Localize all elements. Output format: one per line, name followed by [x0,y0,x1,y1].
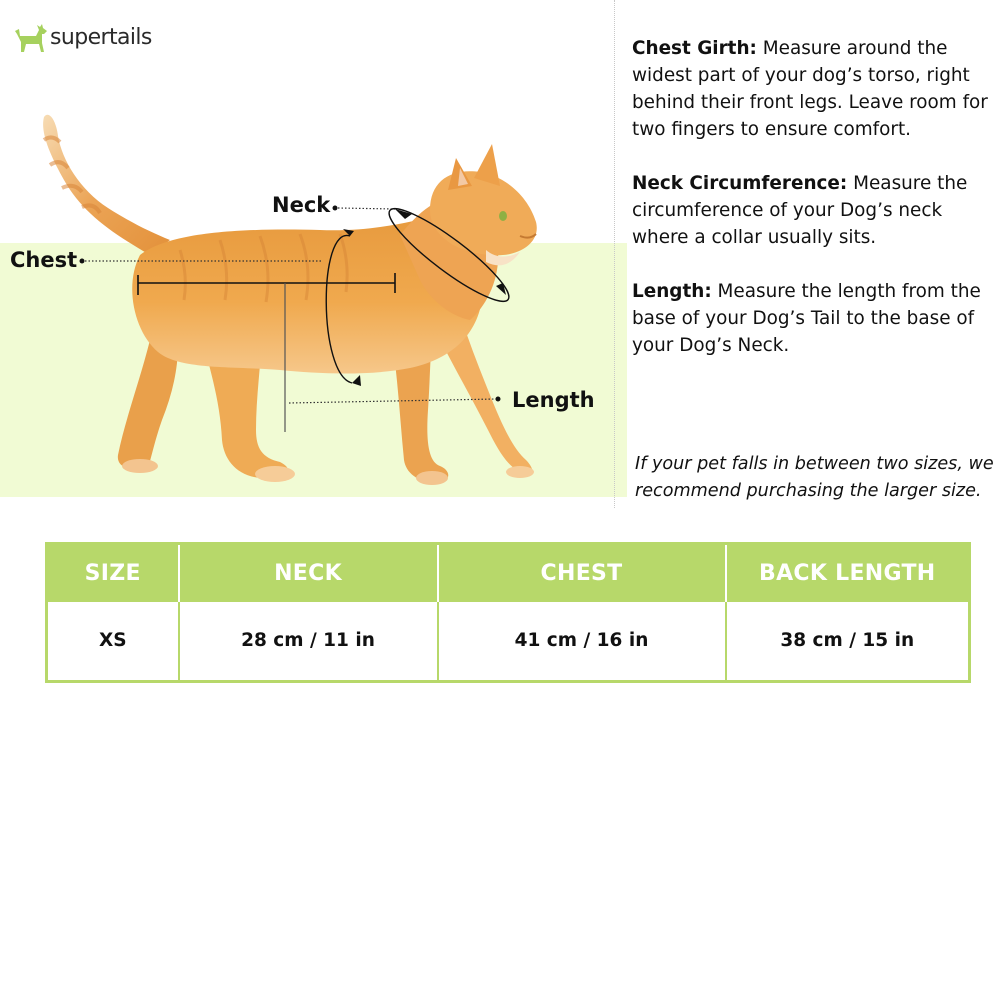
cell-back-length: 38 cm / 15 in [726,602,970,682]
cat-eye [499,211,507,221]
instruction-text: Measure the length from the base of your Dog’s Tail to the base of your Dog’s Neck. [632,281,981,356]
sizing-note: If your pet falls in between two sizes, we recommend purchasing the larger size. [635,454,994,501]
header-back-length: BACK LENGTH [726,544,970,602]
header-neck: NECK [179,544,438,602]
length-label: Length [512,388,595,412]
measurement-instructions [632,35,994,386]
header-size: SIZE [47,544,179,602]
dotted-divider [614,0,615,508]
table-row [47,602,970,682]
chest-label: Chest [10,248,78,272]
size-chart-table [45,542,971,683]
instruction-term: Chest Girth: [632,38,757,59]
cell-chest: 41 cm / 16 in [438,602,726,682]
instruction-term: Neck Circumference: [632,173,848,194]
instruction-neck-circumference [632,170,994,251]
brand-suffix: tails [108,25,152,50]
instruction-chest-girth [632,35,994,143]
header-chest: CHEST [438,544,726,602]
instruction-length [632,278,994,359]
cell-neck: 28 cm / 11 in [179,602,438,682]
neck-label: Neck [272,193,331,217]
instruction-term: Length: [632,281,712,302]
instruction-text: Measure around the widest part of your dog’s torso, right behind their front legs. Leave room for two fingers to ensure comfort. [632,38,988,140]
cat-back-leg-far [118,340,178,469]
instruction-text: Measure the circumference of your Dog’s neck where a collar usually sits. [632,173,968,248]
cat-tail [43,115,170,255]
cat-illustration [0,0,630,520]
table-header-row [47,544,970,602]
brand-prefix: super [50,25,109,50]
cell-size: XS [47,602,179,682]
